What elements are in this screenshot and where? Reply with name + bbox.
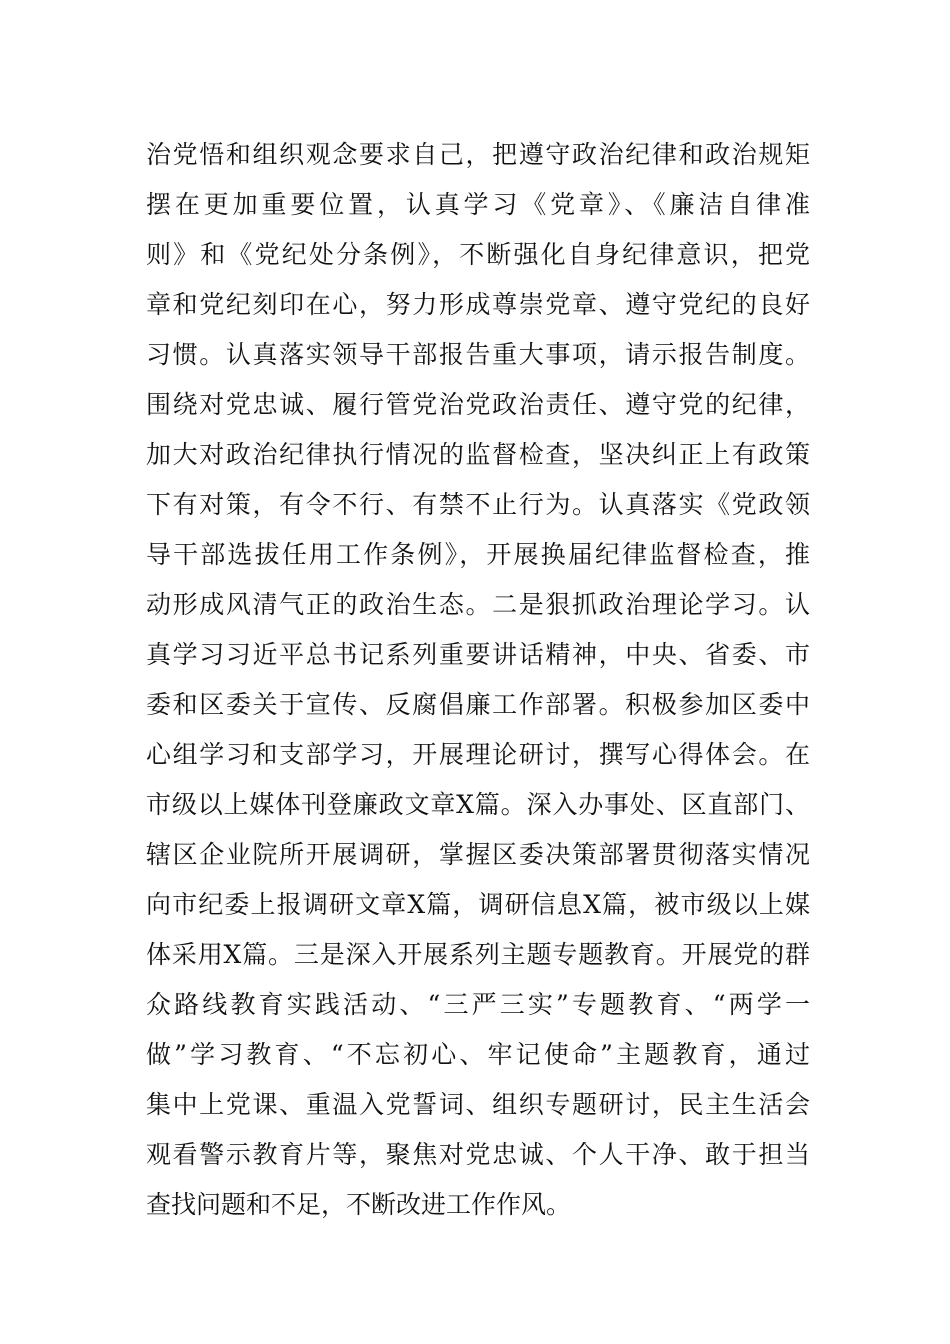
text-line: 治党悟和组织观念要求自己，把遵守政治纪律和政治规矩 bbox=[146, 140, 810, 169]
text-line: 导干部选拔任用工作条例》，开展换届纪律监督检查，推 bbox=[146, 540, 810, 569]
text-line: 众路线教育实践活动、“三严三实”专题教育、“两学一 bbox=[146, 990, 810, 1019]
text-line: 则》和《党纪处分条例》，不断强化自身纪律意识，把党 bbox=[146, 240, 810, 269]
text-line: 心组学习和支部学习，开展理论研讨，撰写心得体会。在 bbox=[146, 740, 810, 769]
text-line: 市级以上媒体刊登廉政文章X篇。深入办事处、区直部门、 bbox=[146, 790, 810, 819]
text-line: 动形成风清气正的政治生态。二是狠抓政治理论学习。认 bbox=[146, 590, 810, 619]
text-line: 查找问题和不足，不断改进工作作风。 bbox=[146, 1190, 572, 1219]
text-line: 做”学习教育、“不忘初心、牢记使命”主题教育，通过 bbox=[146, 1040, 810, 1069]
text-line: 真学习习近平总书记系列重要讲话精神，中央、省委、市 bbox=[146, 640, 810, 669]
body-text bbox=[146, 130, 810, 1230]
text-line: 辖区企业院所开展调研，掌握区委决策部署贯彻落实情况 bbox=[146, 840, 810, 869]
text-line: 围绕对党忠诚、履行管党治党政治责任、遵守党的纪律， bbox=[146, 390, 810, 419]
text-line: 摆在更加重要位置，认真学习《党章》、《廉洁自律准 bbox=[146, 190, 810, 219]
text-line: 体采用X篇。三是深入开展系列主题专题教育。开展党的群 bbox=[146, 940, 810, 969]
text-line: 观看警示教育片等，聚焦对党忠诚、个人干净、敢于担当 bbox=[146, 1140, 810, 1169]
text-line: 加大对政治纪律执行情况的监督检查，坚决纠正上有政策 bbox=[146, 440, 810, 469]
text-line: 下有对策，有令不行、有禁不止行为。认真落实《党政领 bbox=[146, 490, 810, 519]
text-line: 章和党纪刻印在心，努力形成尊崇党章、遵守党纪的良好 bbox=[146, 290, 810, 319]
text-line: 习惯。认真落实领导干部报告重大事项，请示报告制度。 bbox=[146, 340, 810, 369]
text-line: 向市纪委上报调研文章X篇，调研信息X篇，被市级以上媒 bbox=[146, 890, 810, 919]
text-line: 集中上党课、重温入党誓词、组织专题研讨，民主生活会 bbox=[146, 1090, 810, 1119]
text-line: 委和区委关于宣传、反腐倡廉工作部署。积极参加区委中 bbox=[146, 690, 810, 719]
